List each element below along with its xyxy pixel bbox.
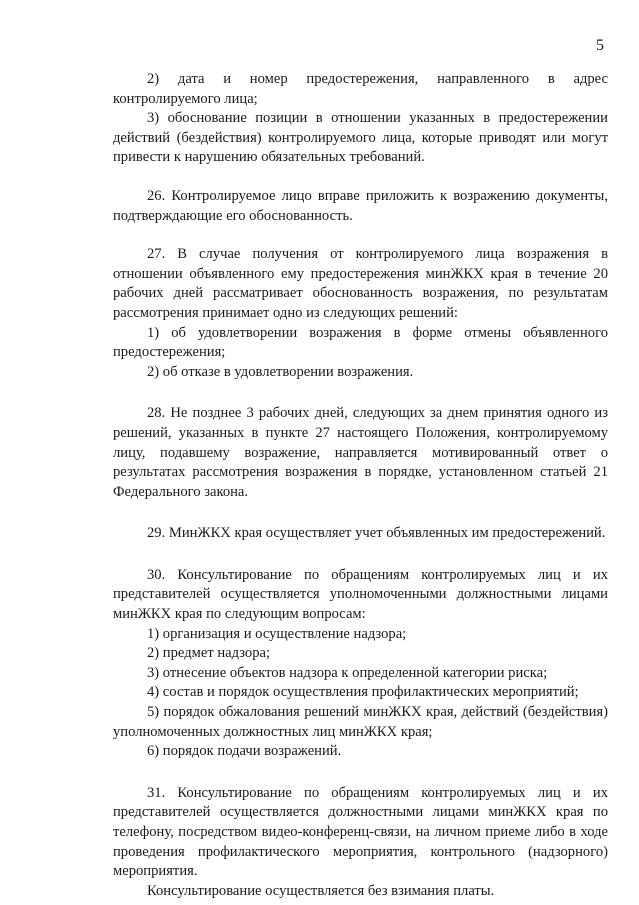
paragraph-28: 28. Не позднее 3 рабочих дней, следующих за днем принятия одного из решений, указанных в пункте 27 настоящего Положения, контролируемому лицу, подавшему возражение, направляется мотивированный ответ о результатах рассмотрения возражения в порядке, установленном статьей 21 Федерального закона. [113,405,608,500]
paragraph-30-item-4: 4) состав и порядок осуществления профилактических мероприятий; [147,684,579,701]
paragraph-27-option-1: 1) об удовлетворении возражения в форме отмены объявленного предостережения; [113,324,608,361]
paragraph-31-note: Консультирование осуществляется без взимания платы. [147,882,495,899]
paragraph-30-item-1: 1) организация и осуществление надзора; [147,625,407,642]
paragraph-30-item-2: 2) предмет надзора; [147,645,271,662]
paragraph-30: 30. Консультирование по обращениям контролируемых лиц и их представителей осуществляется уполномоченными должностными лицами минЖКХ края по следующим вопросам: [113,566,608,623]
paragraph-item-2: 2) дата и номер предостережения, направленного в адрес контролируемого лица; [113,71,608,107]
paragraph-26: 26. Контролируемое лицо вправе приложить к возражению документы, подтверждающие его обоснованность. [113,187,608,224]
paragraph-27: 27. В случае получения от контролируемого лица возражения в отношении объявленного ему предостережения минЖКХ края в течение 20 рабочих дней рассматривает обоснованность возражения, по результатам рассмотрения принимает одно из следующих решений: [113,246,608,321]
paragraph-item-3: 3) обоснование позиции в отношении указанных в предостережении действий (бездействия) контролируемого лица, которые приводят или могут привести к нарушению обязательных требований. [113,110,608,166]
paragraph-31: 31. Консультирование по обращениям контролируемых лиц и их представителей осуществляется должностными лицами минЖКХ края по телефону, посредством видео-конференц-связи, на личном приеме либо в ходе проведения профилактического мероприятия, контрольного (надзорного) мероприятия. [113,784,608,880]
page-number: 5 [596,37,604,54]
document-body [113,70,608,901]
paragraph-30-item-6: 6) порядок подачи возражений. [147,743,342,760]
paragraph-27-option-2: 2) об отказе в удовлетворении возражения. [147,363,414,380]
paragraph-30-item-3: 3) отнесение объектов надзора к определенной категории риска; [147,664,548,681]
paragraph-29: 29. МинЖКХ края осуществляет учет объявленных им предостережений. [147,525,606,542]
paragraph-30-item-5: 5) порядок обжалования решений минЖКХ края, действий (бездействия) уполномоченных должностных лиц минЖКХ края; [113,704,608,740]
